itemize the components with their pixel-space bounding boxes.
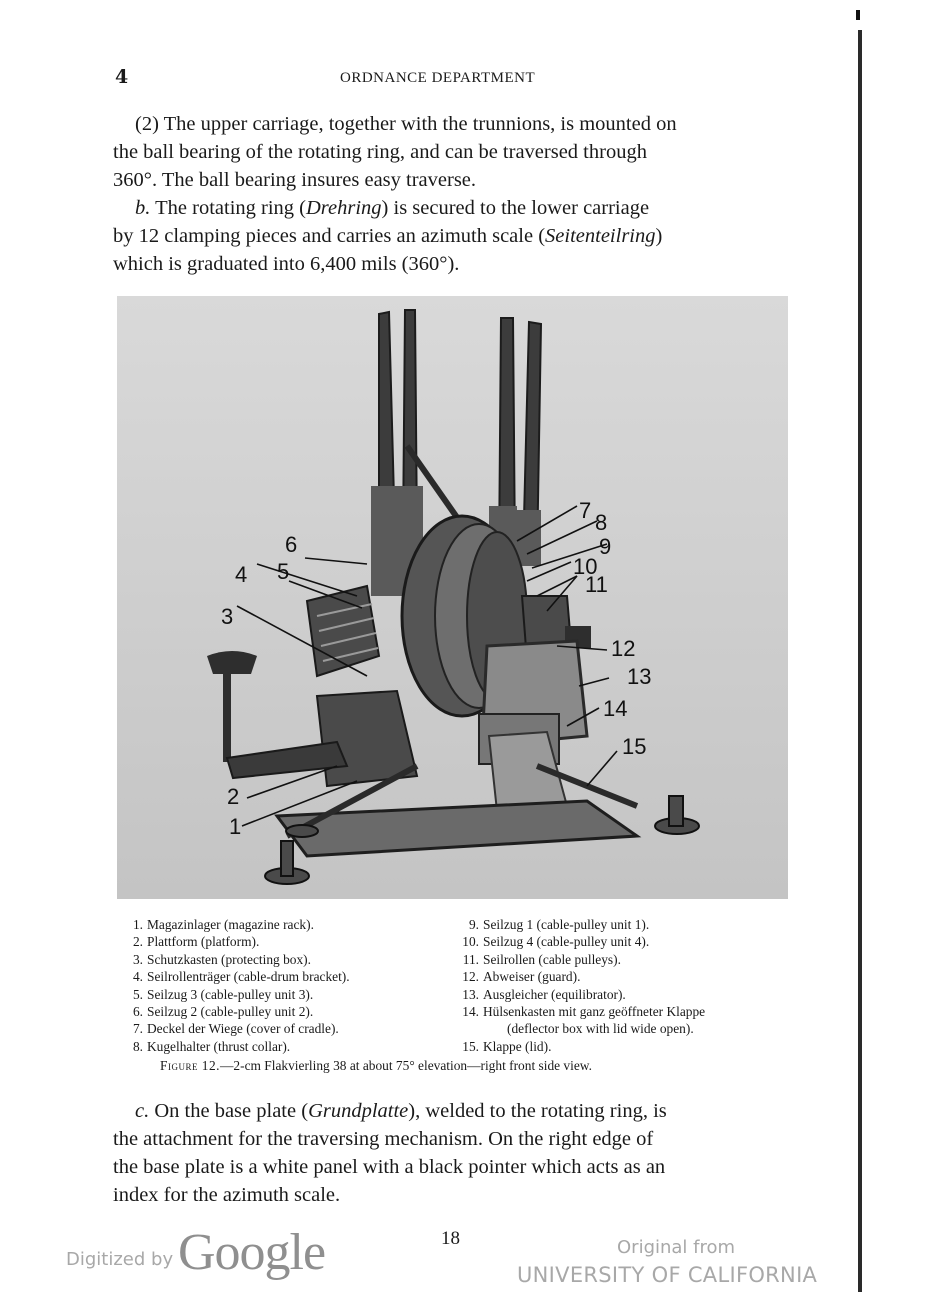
figure-legend-left xyxy=(119,916,439,1055)
legend-text: Seilrollenträger (cable-drum bracket). xyxy=(147,969,350,985)
text-line: 360°. The ball bearing insures easy traverse. xyxy=(113,169,477,191)
legend-text: Seilzug 4 (cable-pulley unit 4). xyxy=(483,934,650,950)
legend-text: Klappe (lid). xyxy=(483,1038,552,1054)
legend-text: Kugelhalter (thrust collar). xyxy=(147,1038,291,1054)
callout-12: 12 xyxy=(611,636,636,661)
legend-text: Seilrollen (cable pulleys). xyxy=(483,951,621,967)
legend-item xyxy=(455,1038,795,1055)
german-term: Seitenteilring xyxy=(545,225,656,247)
callout-14: 14 xyxy=(603,696,628,721)
paragraph-upper-carriage xyxy=(113,110,791,278)
legend-text: Hülsenkasten mit ganz geöffneter Klappe xyxy=(483,1004,706,1020)
legend-item xyxy=(455,1020,795,1037)
german-term: Grundplatte xyxy=(308,1100,409,1122)
legend-item xyxy=(119,1020,439,1037)
figure-legend-right xyxy=(455,916,795,1055)
paragraph-base-plate xyxy=(113,1097,791,1209)
legend-item xyxy=(119,933,439,950)
legend-number: 2. xyxy=(132,934,143,950)
text-line: the ball bearing of the rotating ring, and can be traversed through xyxy=(113,141,647,163)
figure-photo xyxy=(117,296,788,899)
page-number: 4 xyxy=(115,66,129,88)
legend-text: Seilzug 3 (cable-pulley unit 3). xyxy=(147,986,314,1002)
legend-text: Deckel der Wiege (cover of cradle). xyxy=(147,1021,339,1037)
legend-text: Plattform (platform). xyxy=(147,934,260,950)
callout-1: 1 xyxy=(229,814,242,839)
callout-13: 13 xyxy=(627,664,652,689)
legend-number: 13. xyxy=(462,986,479,1002)
university-label: UNIVERSITY OF CALIFORNIA xyxy=(517,1263,818,1287)
legend-number: 12. xyxy=(462,969,479,985)
legend-text: Magazinlager (magazine rack). xyxy=(147,917,314,932)
legend-text: Abweiser (guard). xyxy=(483,969,581,985)
callout-4: 4 xyxy=(235,562,248,587)
legend-item xyxy=(119,1038,439,1055)
legend-item xyxy=(455,968,795,985)
legend-number: 5. xyxy=(132,986,143,1002)
original-from-label: Original from xyxy=(617,1237,736,1258)
legend-number: 14. xyxy=(462,1004,479,1020)
legend-item xyxy=(119,951,439,968)
legend-number: 3. xyxy=(132,951,143,967)
text-line: which is graduated into 6,400 mils (360°). xyxy=(113,253,460,275)
legend-item xyxy=(455,951,795,968)
legend-text: Seilzug 2 (cable-pulley unit 2). xyxy=(147,1004,314,1020)
german-term: Drehring xyxy=(306,197,382,219)
callout-11: 11 xyxy=(585,572,608,597)
text-line: (2) The upper carriage, together with the trunnions, is mounted on xyxy=(135,113,677,135)
text-line: c. On the base plate (Grundplatte), welded to the rotating ring, is xyxy=(135,1100,667,1122)
digitized-by-label: Digitized by xyxy=(66,1249,174,1270)
legend-item xyxy=(455,933,795,950)
callout-3: 3 xyxy=(221,604,234,629)
text-line: by 12 clamping pieces and carries an azimuth scale (Seitenteilring) xyxy=(113,225,663,247)
legend-number: 7. xyxy=(132,1021,143,1037)
legend-text: Ausgleicher (equilibrator). xyxy=(483,986,626,1002)
text-line: index for the azimuth scale. xyxy=(113,1184,341,1206)
legend-item xyxy=(119,986,439,1003)
paragraph-label: b. xyxy=(135,197,151,219)
legend-item xyxy=(119,1003,439,1020)
legend-number: 1. xyxy=(132,917,143,932)
running-head: ORDNANCE DEPARTMENT xyxy=(340,70,536,86)
text-line: the base plate is a white panel with a black pointer which acts as an xyxy=(113,1156,666,1178)
legend-item xyxy=(455,916,795,933)
folio-number: 18 xyxy=(441,1228,460,1249)
legend-item xyxy=(119,968,439,985)
callout-8: 8 xyxy=(595,510,608,535)
legend-text: Schutzkasten (protecting box). xyxy=(147,951,311,967)
legend-number: 4. xyxy=(132,969,143,985)
legend-item xyxy=(119,916,439,933)
text-line: the attachment for the traversing mechanism. On the right edge of xyxy=(113,1128,654,1150)
figure-label: Figure 12. xyxy=(160,1058,221,1073)
legend-text: Seilzug 1 (cable-pulley unit 1). xyxy=(483,917,650,932)
legend-text: (deflector box with lid wide open). xyxy=(507,1021,694,1037)
legend-item xyxy=(455,986,795,1003)
edge-mark xyxy=(856,10,860,20)
callout-7: 7 xyxy=(579,498,592,523)
legend-number: 8. xyxy=(132,1038,143,1054)
legend-number: 11. xyxy=(462,951,479,967)
callout-2: 2 xyxy=(227,784,240,809)
legend-number: 6. xyxy=(132,1004,143,1020)
legend-number: 15. xyxy=(462,1038,479,1054)
text-line: b. The rotating ring (Drehring) is secured to the lower carriage xyxy=(135,197,650,219)
legend-number: 10. xyxy=(462,934,479,950)
callout-5: 5 xyxy=(277,559,290,584)
callout-15: 15 xyxy=(622,734,647,759)
paragraph-label: c. xyxy=(135,1100,150,1122)
page-edge-line xyxy=(858,30,862,1292)
callout-6: 6 xyxy=(285,532,298,557)
figure-caption: Figure 12.—2-cm Flakvierling 38 at about 75° elevation—right front side view. xyxy=(160,1058,592,1073)
callout-10: 10 xyxy=(573,554,598,579)
legend-item xyxy=(455,1003,795,1020)
flakvierling-illustration xyxy=(117,296,788,899)
callout-9: 9 xyxy=(599,534,612,559)
google-logo: Google xyxy=(178,1224,326,1281)
legend-number: 9. xyxy=(468,917,479,932)
